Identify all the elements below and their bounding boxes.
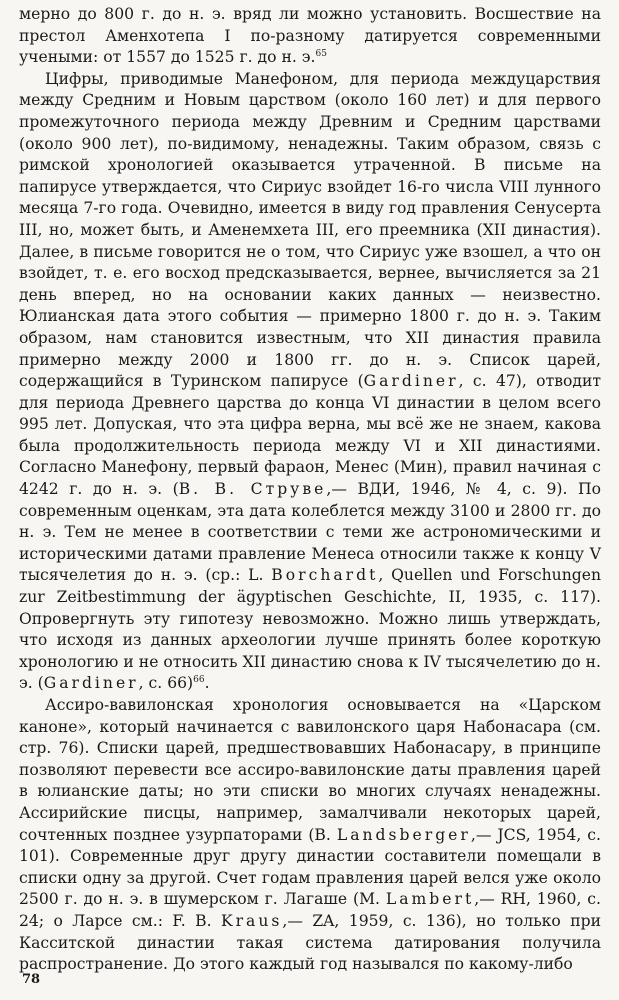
text-segment: Цифры, приводимые Манефоном, для периода междуцарствия между Средним и Новым царством (около 160 лет) и для первого промежуточного периода между Древним и Средним царствами (около 900 лет), по-видимому, ненадежны. Таким образом, связь с римской хронологией оказывается утраченной. В письме на папирусе утверждается, что Сириус взойдет 16-го числа VIII лунного месяца 7-го года. Очевидно, имеется в виду год правления Сенусерта III, но, может быть, и Аменемхета III, его преемника (XII династия). Далее, в письме говорится не о том, что Сириус уже взошел, а что он взойдет, т. е. его восход предсказывается, вернее, вычисляется за 21 день вперед, но на основании каких данных — неизвестно. Юлианская дата этого события — примерно 1800 г. до н. э. Таким образом, нам становится известным, что XII династия правила примерно между 2000 и 1800 гг. до н. э. Список царей, содержащийся в Туринском папирусе ( [19,69,601,391]
footnote-ref: 65 [315,49,327,59]
text-segment: , Quellen und Forschungen zur Zeitbestimmung der ägyptischen Geschichte, II, 1935, с. 117). Опровергнуть эту гипотезу невозможно. Можно лишь утверждать, что исходя из данных археологии лучше принять более короткую хронологию и не относить XII династию снова к IV тысячелетию до н. э. ( [19,566,602,693]
text-segment: мерно до 800 г. до н. э. вряд ли можно установить. Восшествие на престол Аменхотепа I по-разному датируется современными учеными: от 1557 до 1525 г. до н. э. [19,5,601,67]
text-segment: ,— JCS, 1954, с. 101). Современные друг другу династии составители помещали в списки одну за другой. Счет годам правления царей велся уже около 2500 г. до н. э. в шумерском г. Лагаше (M. [19,825,601,909]
text-segment: . [204,674,210,693]
paragraph [19,4,601,69]
text-segment: В. В. Струве [178,480,327,499]
text-segment: , с. 47), отводит для периода Древнего царства до конца VI династии в целом всего 995 лет. Допуская, что эта цифра верна, мы всё же не знаем, какова была продолжительность периода между VI и XII династиями. Согласно Манефону, первый фараон, Менес (Мин), правил начиная с 4242 г. до н. э. ( [19,372,601,499]
text-segment: Gardiner [43,674,139,693]
paragraph [19,69,601,695]
text-segment: ,— ZA, 1959, с. 136), но только при Касситской династии такая система датирования получила распространение. До этого каждый год назывался по какому-либо [19,911,601,974]
footnote-ref: 66 [193,675,205,686]
text-segment: Landsberger [336,825,471,844]
text-segment: Kraus [220,911,283,930]
page-number: 78 [22,972,41,987]
text-segment: , с. 66) [138,674,194,693]
text-segment: ,— ВДИ, 1946, № 4, с. 9). По современным оценкам, эта дата колеблется между 3100 и 2800 гг. до н. э. Тем не менее в соответствии с теми же астрономическими и историческими датами правление Менеса относили также к концу V тысячелетия до н. э. (ср.: L. [19,480,602,585]
text-segment: Ассиро-вавилонская хронология основывается на «Царском каноне», который начинается с вавилонского царя Набонасара (см. стр. 76). Списки царей, предшествовавших Набонасару, в принципе позволяют перевести все ассиро-вавилонские даты правления царей в юлианские даты; но эти списки во многих случаях ненадежны. Ассирийские писцы, например, замалчивали некоторых царей, сочтенных позднее узурпаторами (B. [19,696,601,844]
paragraph [19,695,601,976]
text-segment: Borchardt [271,566,379,585]
text-segment: ,— RH, 1960, с. 24; о Ларсе см.: F. B. [19,890,601,930]
text-segment: Lambert [385,890,475,909]
text-segment: Gardiner [363,372,459,391]
body-text [19,4,601,976]
